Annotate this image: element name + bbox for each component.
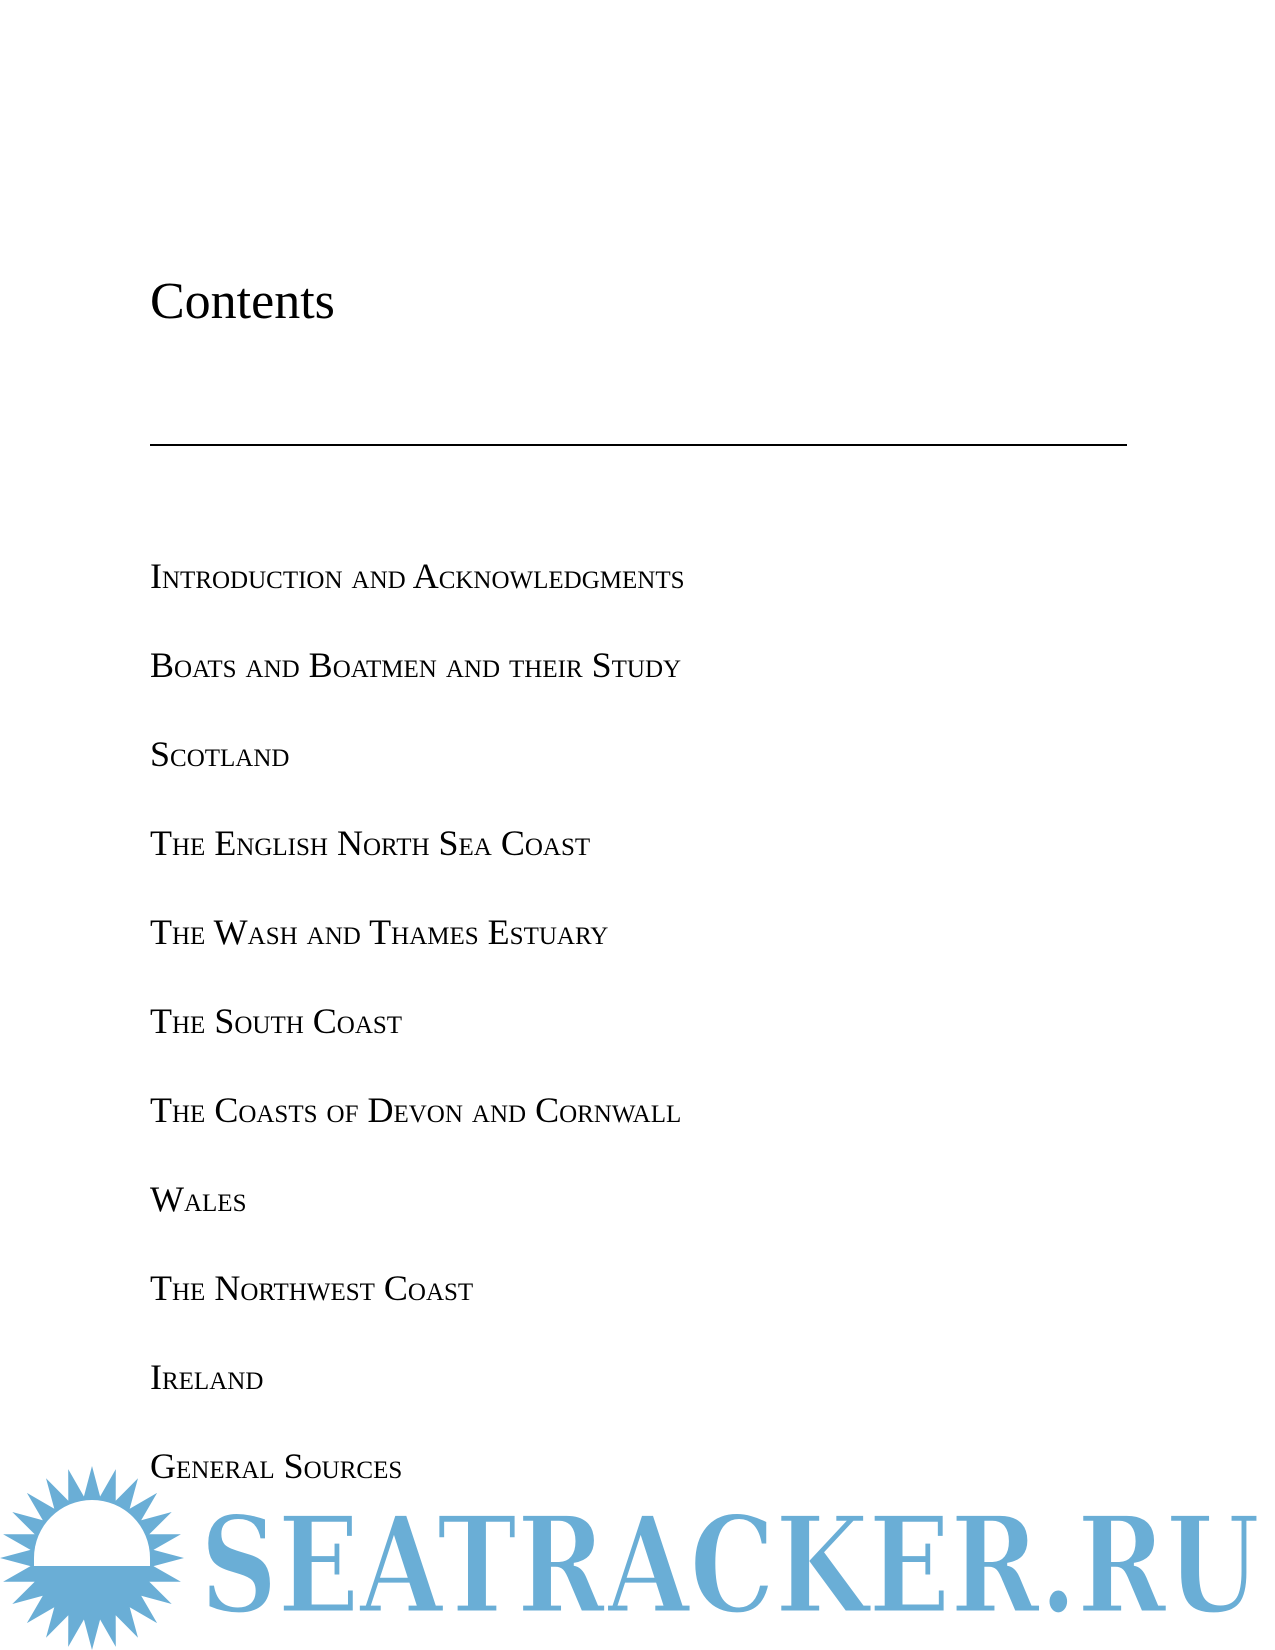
toc-item-devon-and-cornwall[interactable]: The Coasts of Devon and Cornwall — [150, 1090, 682, 1130]
toc-item-general-sources[interactable]: General Sources — [150, 1446, 403, 1486]
watermark — [0, 1462, 1275, 1650]
title-divider — [150, 444, 1127, 446]
toc-item-scotland[interactable]: Scotland — [150, 734, 290, 774]
toc-item-south-coast[interactable]: The South Coast — [150, 1001, 403, 1041]
toc-item-ireland[interactable]: Ireland — [150, 1357, 264, 1397]
toc-item-wash-and-thames[interactable]: The Wash and Thames Estuary — [150, 912, 609, 952]
table-of-contents — [150, 558, 685, 1537]
toc-item-english-north-sea-coast[interactable]: The English North Sea Coast — [150, 823, 591, 863]
toc-item-northwest-coast[interactable]: The Northwest Coast — [150, 1268, 474, 1308]
toc-item-wales[interactable]: Wales — [150, 1179, 247, 1219]
toc-item-boats-and-boatmen[interactable]: Boats and Boatmen and their Study — [150, 645, 682, 685]
watermark-logo-text: SEATRACKER.RU — [200, 1486, 1260, 1644]
toc-item-introduction[interactable]: Introduction and Acknowledgments — [150, 556, 685, 596]
sun-icon — [0, 1466, 184, 1650]
page-title: Contents — [150, 273, 335, 330]
